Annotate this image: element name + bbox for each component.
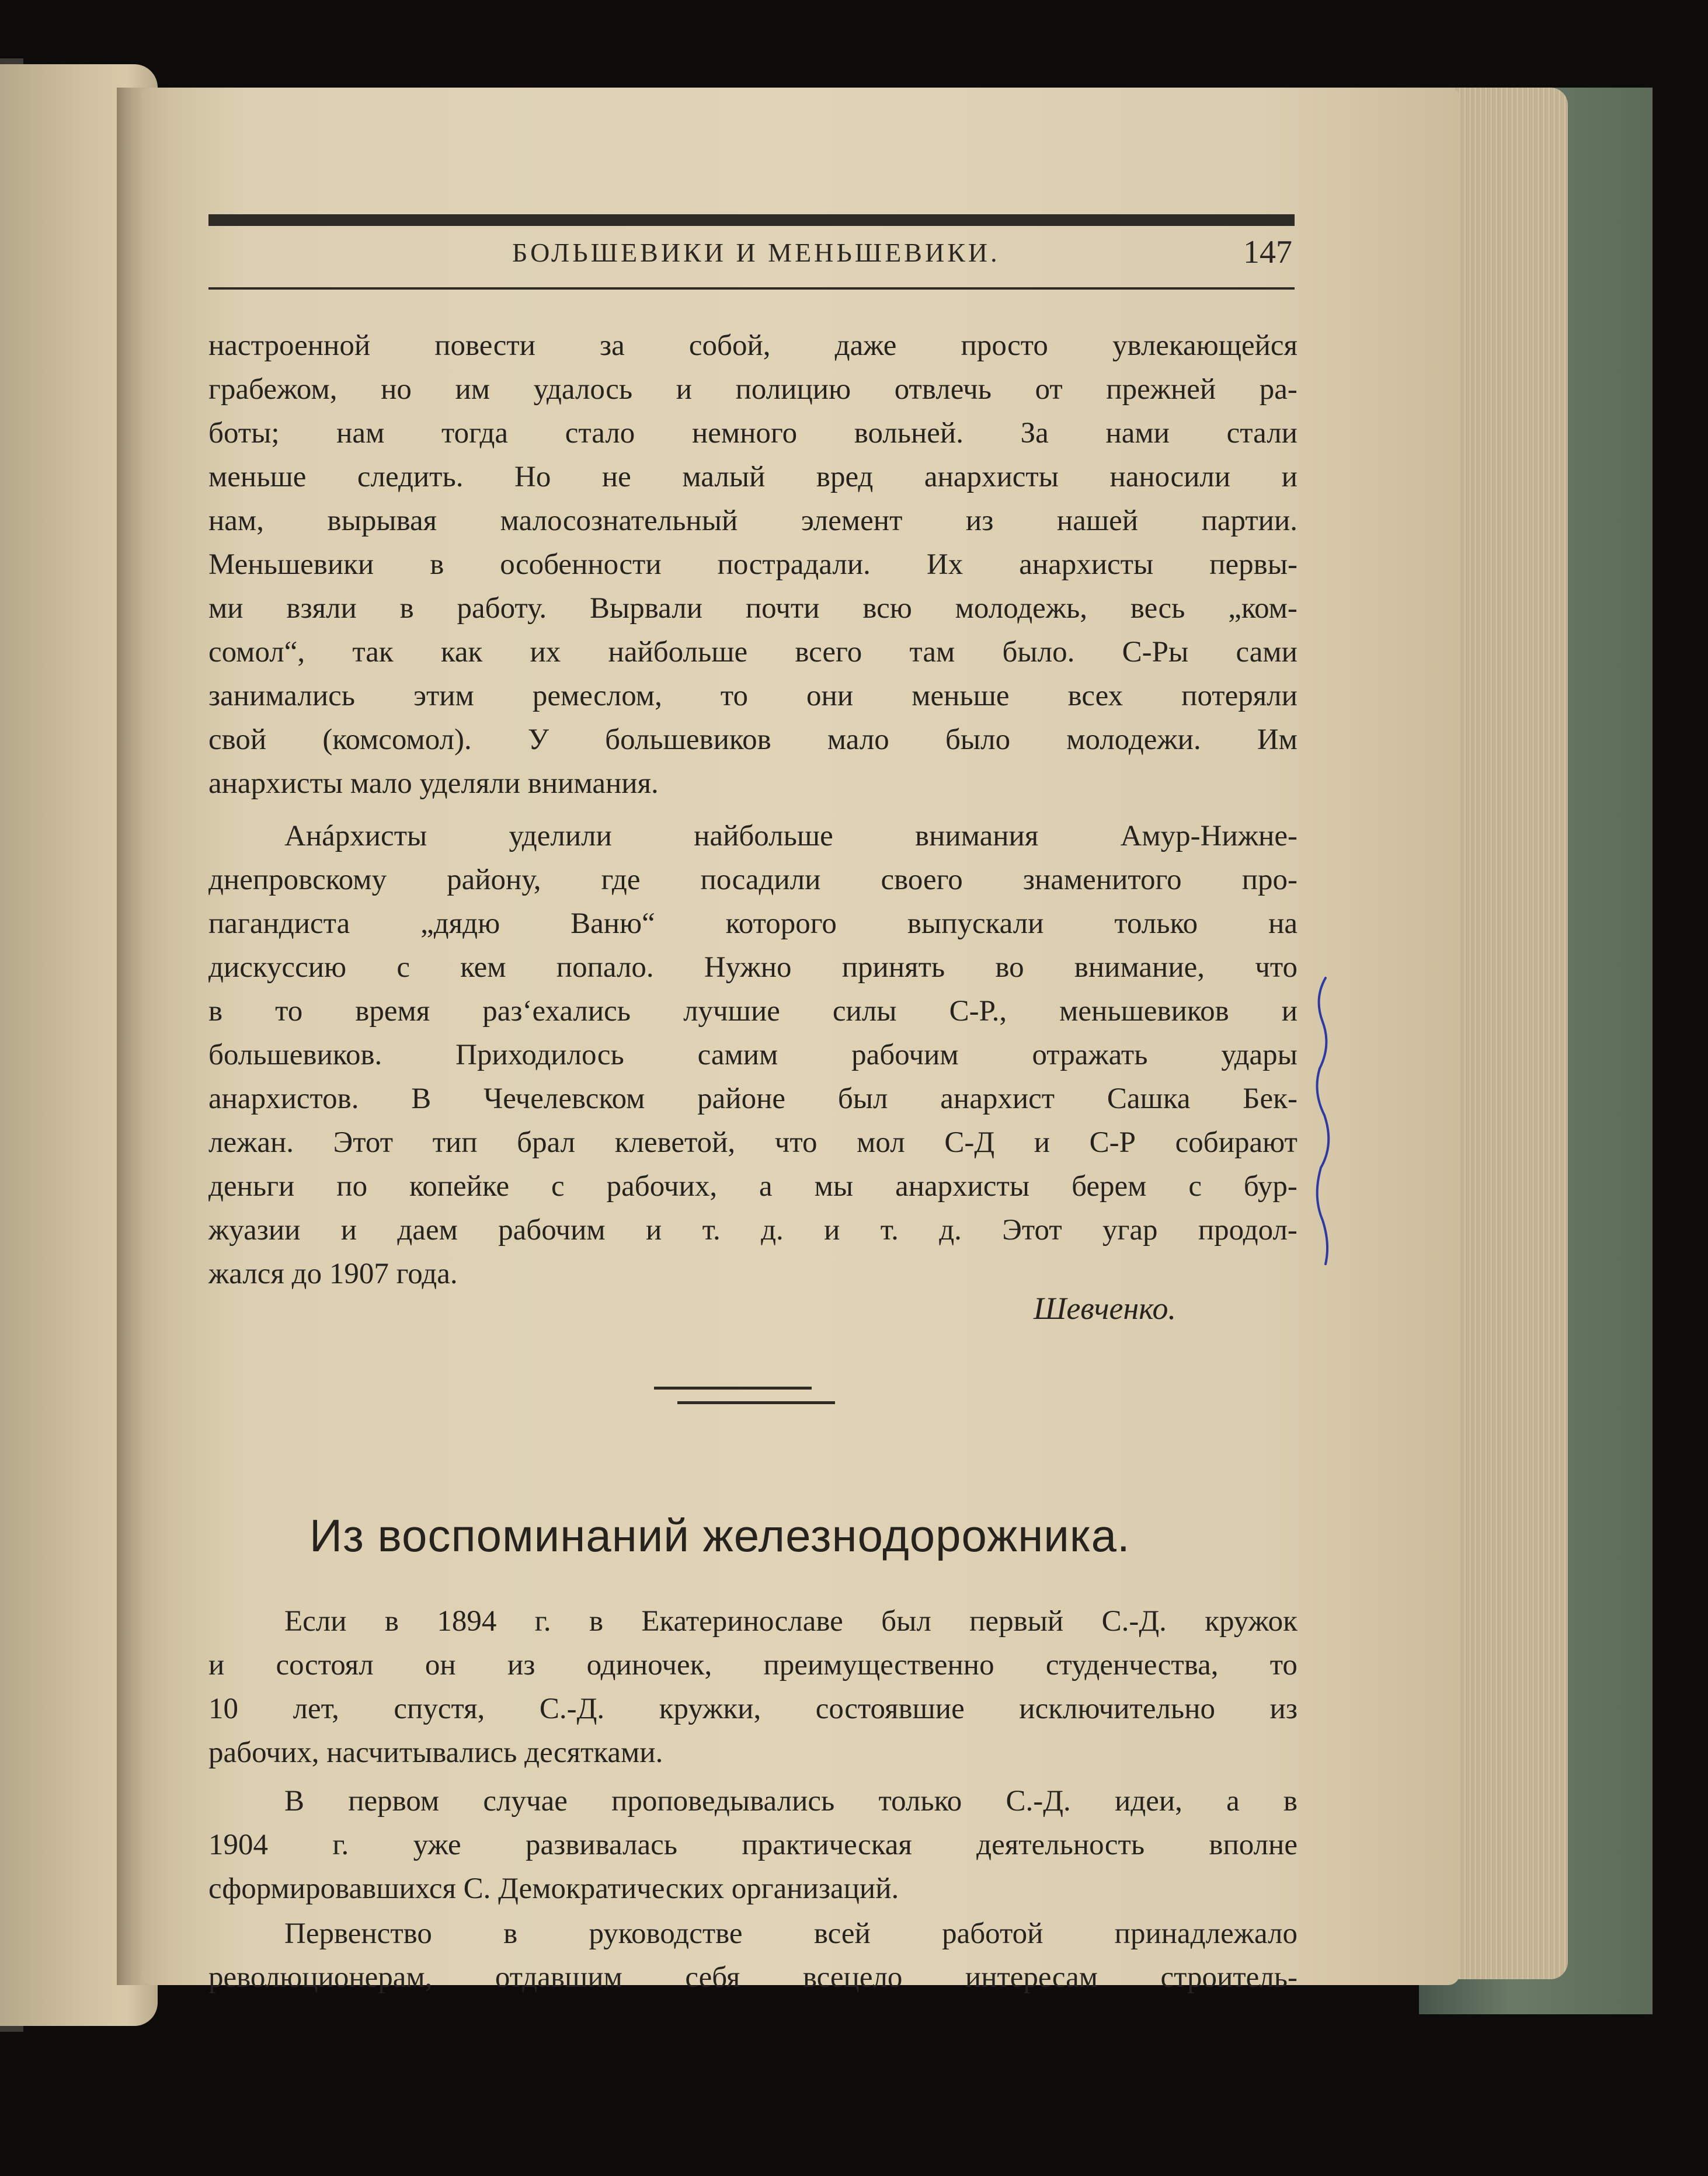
paragraph-2 <box>208 814 1297 1296</box>
text-line: жуазии и даем рабочим и т. д. и т. д. Этот угар продол- <box>208 1214 1297 1247</box>
page-number: 147 <box>1243 234 1292 270</box>
text-line: днепровскому району, где посадили своего знаменитого про- <box>208 864 1297 896</box>
header-rule-thin <box>208 287 1295 290</box>
text-line: ми взяли в работу. Вырвали почти всю молодежь, весь „ком- <box>208 592 1297 625</box>
text-line: нам, вырывая малосознательный элемент из нашей партии. <box>208 504 1297 537</box>
running-head <box>208 234 1295 280</box>
text-line: свой (комсомол). У большевиков мало было молодежи. Им <box>208 723 1297 756</box>
text-line: 1904 г. уже развивалась практическая деятельность вполне <box>208 1829 1297 1861</box>
text-line: анархисты мало уделяли внимания. <box>208 767 659 800</box>
text-line: в то время раз‘ехались лучшие силы С-Р., меньшевиков и <box>208 995 1297 1028</box>
paragraph-1 <box>208 324 1297 806</box>
separator-rule <box>654 1387 812 1390</box>
text-line: В первом случае проповедывались только С.-Д. идеи, а в <box>284 1785 1297 1818</box>
paragraph-3 <box>208 1600 1297 1775</box>
text-line: большевиков. Приходилось самим рабочим отражать удары <box>208 1039 1297 1071</box>
text-line: жался до 1907 года. <box>208 1258 458 1290</box>
text-line: дискуссию с кем попало. Нужно принять во внимание, что <box>208 951 1297 984</box>
text-line: и состоял он из одиночек, преимущественно студенчества, то <box>208 1649 1297 1681</box>
text-line: грабежом, но им удалось и полицию отвлечь от прежней ра- <box>208 373 1297 406</box>
text-line: анархистов. В Чечелевском районе был анархист Сашка Бек- <box>208 1082 1297 1115</box>
text-line: Меньшевики в особенности пострадали. Их анархисты первы- <box>208 548 1297 581</box>
text-line: Если в 1894 г. в Екатеринославе был первый С.-Д. кружок <box>284 1605 1297 1638</box>
text-line: рабочих, насчитывались десятками. <box>208 1736 663 1769</box>
text-line: деньги по копейке с рабочих, а мы анархисты берем с бур- <box>208 1170 1297 1203</box>
text-line: Первенство в руководстве всей работой принадлежало <box>284 1917 1297 1950</box>
section-title: Из воспоминаний железнодорожника. <box>309 1510 1130 1561</box>
text-line: боты; нам тогда стало немного вольней. За нами стали <box>208 417 1297 450</box>
text-line: 10 лет, спустя, С.-Д. кружки, состоявшие исключительно из <box>208 1693 1297 1725</box>
text-line: занимались этим ремеслом, то они меньше всех потеряли <box>208 680 1297 712</box>
text-line: революционерам, отдавшим себя всецело интересам строитель- <box>208 1961 1297 1994</box>
text-line: настроенной повести за собой, даже просто увлекающейся <box>208 329 1297 362</box>
paragraph-5 <box>208 1912 1297 2000</box>
running-head-title: БОЛЬШЕВИКИ И МЕНЬШЕВИКИ. <box>512 238 1000 267</box>
text-line: лежан. Этот тип брал клеветой, что мол С-Д и С-Р собирают <box>208 1126 1297 1159</box>
text-line: сформировавшихся С. Демократических организаций. <box>208 1872 899 1905</box>
margin-bracket-mark <box>1308 975 1343 1267</box>
text-line: пагандиста „дядю Ваню“ которого выпускали только на <box>208 907 1297 940</box>
text-line: меньше следить. Но не малый вред анархисты наносили и <box>208 461 1297 493</box>
header-rule-thick <box>208 214 1295 226</box>
separator-rule <box>677 1401 835 1404</box>
page-gutter-shadow <box>117 88 169 1985</box>
signature: Шевченко. <box>1034 1291 1176 1326</box>
text-line: Анáрхисты уделили найбольше внимания Амур-Нижне- <box>284 820 1297 852</box>
paragraph-4 <box>208 1780 1297 1911</box>
text-line: сомол“, так как их найбольше всего там было. С-Ры сами <box>208 636 1297 669</box>
